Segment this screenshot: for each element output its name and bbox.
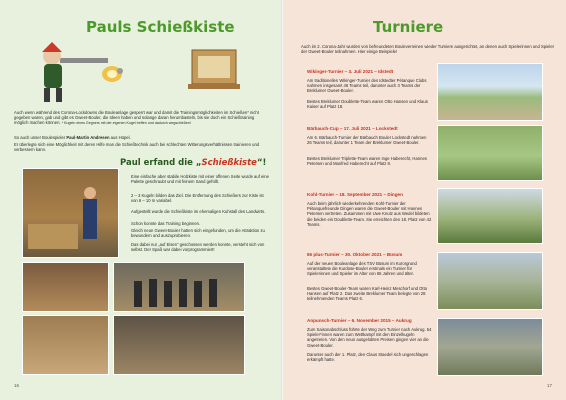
kuhstall-photo <box>22 168 119 258</box>
tournament-3-text: Auch beim jährlich wiederkehrenden Kohl-Turnier der Pétanquefreunde Dingen waren die Gweet-Bouler mit Hannes Petersen vertreten. Zusammen mit Uwe Knutz aus Wedel bildeten die beiden ein Doublette-Team. Sie erreichten den 18. Platz von 42 Teams. <box>307 201 432 227</box>
body-text-3: Aufgestellt wurde die Schießkiste im ehemaligen Kuhstall des Landwirts. <box>131 209 266 214</box>
tournament-1-result: Bestes Breklumer Doublette-Team waren Otto Hansen und Klaus Kaiser auf Platz 18. <box>307 99 428 110</box>
tournament-2-text: Am 6. Bärbauch-Turnier der Bärbauch Bouler Lockstedt nahmen 26 Teams teil, darunter 1 Team der Breklumer Gweet-Bouler. <box>307 135 427 146</box>
mention-paragraph: So auch unser Boulespieler Paul-Martin Andresen aus Hüpel. <box>14 135 131 140</box>
tournament-4-text: Auf der neuen Bouleanlage des TSV Büsum im Kurorgrund veranstaltete die Kurdose-Bouler erstmals ein Turnier für Spielerinnen und Spieler im Alter von 65 Jahren und älter. <box>307 261 417 277</box>
shooting-practice-photo <box>113 315 245 375</box>
right-page-number: 17 <box>546 383 552 388</box>
box-closeup-photo <box>22 315 109 375</box>
box-on-pallet-photo <box>22 262 109 312</box>
group-people-photo-content <box>114 263 245 312</box>
kohl-tournament-photo <box>437 188 543 244</box>
aukrug-tournament-photo <box>437 318 543 376</box>
body-text-1: Eine einfache aber stabile Holzkiste mit einer offenen Seite wurde auf eine Palette geschraubt und mit feinem Sand gefüllt. <box>131 174 269 185</box>
tournament-5-heading: Anpunsch-Turnier – 6. November 2015 – Aukrug <box>307 318 412 323</box>
tournament-1-text: Am traditionellen Wikinger-Turnier des Idstedter Pétanque Clubs nahmen insgesamt 46 Teams teil, darunter auch 3 Teams der Breklumer Gweet-Bouler. <box>307 78 427 94</box>
body-text-5: Gleich neun Gweet-Bouler hatten sich eingefunden, um die Attraktion zu bewundern und auszuprobieren. <box>131 228 265 239</box>
body-text-6: Das dabei nur „auf Eisen“ geschossen werden konnte, versteht sich von selbst. Der Spaß war dabei vorprogrammiert! <box>131 242 265 253</box>
tournament-4-heading: 65 plus-Turnier – 30. Oktober 2021 – Büsum <box>307 252 403 257</box>
right-page <box>283 0 566 400</box>
tournament-5-text: Zum Saisonabschluss führte der Weg zum Turnier nach Aukrug. 54 Spieler*innen waren zum Wettkampf mit den Einzelkugeln angetreten. Von den neun ausgelobten Preisen gingen vier an die Gweet-Bouler. <box>307 327 432 348</box>
left-page-title: Pauls Schießkiste <box>86 18 235 36</box>
right-page-title: Turniere <box>373 18 444 36</box>
tournament-1-heading: Wikinger-Turnier – 3. Juli 2021 – Idstedt <box>307 69 394 74</box>
left-page-number: 16 <box>14 383 20 388</box>
group-photo <box>113 262 245 312</box>
invention-subheading: Paul erfand die „Schießkiste“! <box>120 158 267 168</box>
buesum-tournament-photo <box>437 252 543 310</box>
body-text-4: Schon konnte das Training beginnen. <box>131 221 201 226</box>
cartoon-boule-shooter-illustration <box>30 38 140 108</box>
body-text-2: 2 – 3 Kugeln bilden das Ziel. Die Entfernung des Schießers zur Kiste ist von 6 – 10 m variabel. <box>131 193 264 204</box>
tournament-4-result: Bestes Gweet-Bouler-Team waren Karl-Heinz Meschorf und Otto Hansen auf Platz 2. Das zweite Breklumer Team belegte von 28 teilnehmenden Teams Platz 6. <box>307 286 428 302</box>
intro-paragraph: Auch wenn während des Corona-Lockdowns die Bouleanlage gesperrt war und damit die Trainingsmöglichkeiten im Schießen* nicht gegeben waren, gab und gibt es Gweet-Bouler, die Ideen haben und solange daran herumbasteln, bis sie doch ein Schießtraining möglich machen können. * Kugeln eines Gegners mit der eigenen Kugel treffen und dadurch wegschießen! <box>14 110 259 126</box>
baerbauch-cup-photo <box>437 125 543 181</box>
question-paragraph: Er überlegte sich eine Möglichkeit mit deren Hilfe man die Schießtechnik auch bei schlechten Witterungsverhältnissen trainieren und verbessern kann. <box>14 142 260 153</box>
tournament-5-result: Darunter auch der 1. Platz, den Claus Staedel sich ungeschlagen erkämpft hatte. <box>307 352 429 363</box>
wooden-box-illustration <box>186 42 244 92</box>
tournament-2-heading: Bärbauch-Cup – 17. Juli 2021 – Lockstedt <box>307 126 398 131</box>
man-with-box-photo-content <box>23 169 119 258</box>
tournament-2-result: Bestes Breklumer Triplette-Team waren Inge Haberecht, Hannes Petersen und Manfred Haberecht auf Platz 8. <box>307 156 427 167</box>
tournaments-intro: Auch im 2. Corona-Jahr wurden von befreundeten Bouleverreinen wieder Turniere ausgerichtet, an denen auch Spielerinnen und Spieler der Gweet-Bouler teilnahmen. Hier einige Beispiele! <box>301 44 555 55</box>
tournament-3-heading: Kohl-Turnier – 18. September 2021 – Dingen <box>307 192 403 197</box>
wikinger-tournament-photo <box>437 63 543 121</box>
